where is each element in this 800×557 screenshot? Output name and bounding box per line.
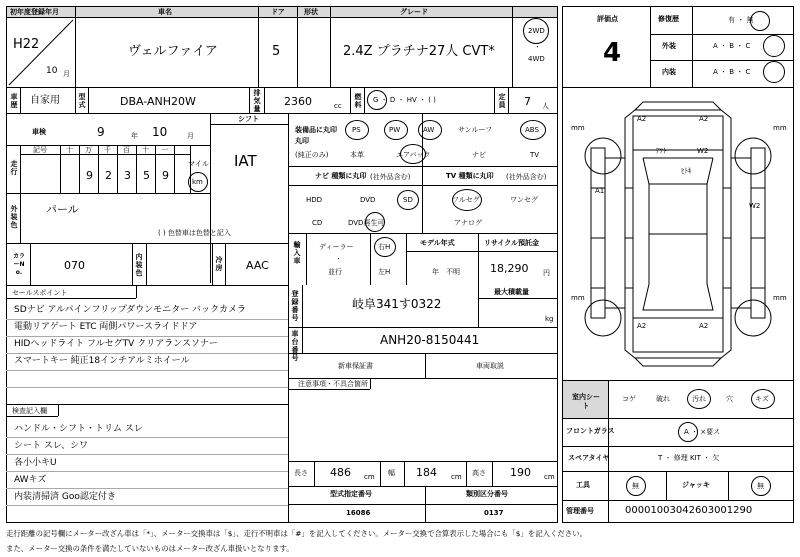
mile-option: マイル xyxy=(188,160,209,168)
diagram-label: A2 xyxy=(637,115,647,123)
equipment-label: 装備品に丸印 xyxy=(295,126,337,134)
navi-label: ナビ 種類に丸印 xyxy=(315,172,367,180)
left-hand: 左H xyxy=(378,268,391,276)
displacement-value: 2360 xyxy=(284,95,312,108)
cc-unit: cc xyxy=(334,102,342,110)
windshield-label: フロントガラス xyxy=(566,427,615,435)
first-reg-era: H22 xyxy=(13,37,40,52)
diagram-label: W2 xyxy=(697,147,709,155)
import-parallel: 並行 xyxy=(328,268,342,276)
shift-value: IAT xyxy=(234,152,257,170)
sales-label: セールスポイント xyxy=(12,289,68,297)
repair-label: 修復歴 xyxy=(658,15,679,23)
width-label: 幅 xyxy=(388,469,395,477)
diagram-label: A1 xyxy=(595,187,605,195)
diagram-label: ﾋﾄｷ xyxy=(681,167,692,175)
first-reg-month: 10 xyxy=(46,66,58,76)
footer-line-1: 走行距離の記号欄にメーター改ざん車は「*」、メーター交換車は「$」、走行不明車は「#」を記入してください。メーター交換で合算表示した場合にも「$」を記入ください。 xyxy=(6,529,587,538)
yen-unit: 円 xyxy=(543,269,550,277)
class-label: 類別区分番号 xyxy=(466,490,508,498)
tools-label: 工具 xyxy=(576,481,590,489)
diagram-label: A2 xyxy=(637,322,647,330)
shift-label: シフト xyxy=(238,115,259,123)
manual-label: 車両取説 xyxy=(476,362,504,370)
diagram-label: A2 xyxy=(699,322,709,330)
left-form-frame xyxy=(6,6,558,523)
grade-label: グレード xyxy=(400,8,428,16)
import-label: 輸入車 xyxy=(293,241,301,265)
score-label: 評価点 xyxy=(597,15,618,23)
grade-value: 2.4Z プラチナ27人 CVT* xyxy=(343,44,495,59)
car-damage-diagram xyxy=(563,88,793,380)
inspection-year-unit: 年 xyxy=(131,132,138,140)
shape-label: 形状 xyxy=(304,8,318,16)
right-hand: 右H xyxy=(378,243,391,251)
mgmt-value: 00001003042603001290 xyxy=(625,505,753,516)
color-note: ( ) 色替車は色替と記入 xyxy=(158,229,231,237)
tv-sub: (社外品含む) xyxy=(506,173,547,181)
capacity-unit: 人 xyxy=(542,102,549,110)
sales-line: 電動リアゲート ETC 両側パワースライドドア xyxy=(14,322,198,332)
model-value: DBA-ANH20W xyxy=(120,95,196,108)
spare-options: T ・ 修理 KIT ・ 欠 xyxy=(658,454,720,462)
mileage-digit: 3 xyxy=(124,169,131,182)
interior-label: 内装 xyxy=(662,68,676,76)
mileage-label: 走行 xyxy=(10,160,18,176)
color-no-value: 070 xyxy=(64,259,85,272)
exterior-label: 外装 xyxy=(662,42,676,50)
class-value: 0137 xyxy=(484,509,504,517)
equipment-sub: (純正のみ) xyxy=(295,151,329,159)
inspector-line: 内装清掃済 Goo認定付き xyxy=(14,492,116,502)
car-name: ヴェルファイア xyxy=(128,44,218,59)
jack-label: ジャッキ xyxy=(682,481,710,489)
ac-label: 冷房 xyxy=(215,256,223,272)
fuel-options: G ・ D ・ HV ・ ( ) xyxy=(373,96,436,104)
footer-line-2: また、メーター交換の条件を満たしていないものはメーター改ざん車扱いとなります。 xyxy=(6,544,294,553)
mileage-digit: 2 xyxy=(105,169,112,182)
inspector-line: AWキズ xyxy=(14,475,47,485)
svg-text:mm: mm xyxy=(571,294,585,302)
door-label: ドア xyxy=(271,8,285,16)
name-label: 車名 xyxy=(158,8,172,16)
svg-text:mm: mm xyxy=(773,124,787,132)
km-option: km xyxy=(192,178,203,186)
mileage-digit: 9 xyxy=(86,169,93,182)
jack-none: 無 xyxy=(757,482,764,490)
width-value: 184 xyxy=(416,466,437,479)
length-value: 486 xyxy=(330,466,351,479)
warranty-label: 新車保証書 xyxy=(338,362,373,370)
height-value: 190 xyxy=(510,466,531,479)
displacement-label: 排気量 xyxy=(253,89,261,113)
windshield-options: A ・ ×要ス xyxy=(684,428,721,436)
length-label: 長さ xyxy=(294,469,308,477)
color-value: パール xyxy=(46,203,79,216)
type-cert-value: 16086 xyxy=(346,509,371,517)
usage-label: 車歴 xyxy=(10,93,18,109)
score-value: 4 xyxy=(603,38,622,68)
capacity-value: 7 xyxy=(524,95,531,108)
notes-label: 注意事項・不具合箇所 xyxy=(298,380,368,388)
repair-options: 有 ・ 無 xyxy=(728,16,754,24)
inspection-month: 10 xyxy=(152,125,168,139)
color-no-label: カラーNo. xyxy=(12,253,25,276)
diagram-label: W2 xyxy=(749,202,761,210)
seat-label: 室内シート xyxy=(572,393,600,410)
inspection-label: 車検 xyxy=(32,128,46,136)
interior-color-label: 内装色 xyxy=(135,253,143,277)
first-reg-month-unit: 月 xyxy=(63,70,70,78)
svg-text:mm: mm xyxy=(773,294,787,302)
exterior-options: A ・ B ・ C xyxy=(713,42,751,50)
color-label: 外装色 xyxy=(10,205,18,229)
ac-value: AAC xyxy=(246,259,269,272)
mileage-digit: 9 xyxy=(162,169,169,182)
mileage-sym-head: 記号 xyxy=(33,146,47,154)
model-year-label: モデル年式 xyxy=(420,239,455,247)
model-year-value: 年 不明 xyxy=(432,268,460,276)
door-value: 5 xyxy=(272,44,281,59)
mgmt-label: 管理番号 xyxy=(566,507,594,515)
inspection-year: 9 xyxy=(97,125,105,139)
capacity-label: 定員 xyxy=(498,93,506,109)
inspector-line: 各小小キU xyxy=(14,458,57,468)
kg-unit: kg xyxy=(545,315,554,323)
inspector-label: 検査記入欄 xyxy=(12,407,47,415)
diagram-label: A2 xyxy=(699,115,709,123)
first-reg-label: 初年度登録年月 xyxy=(10,8,59,16)
tv-label: TV 種類に丸印 xyxy=(446,172,494,180)
inspector-line: ハンドル・シフト・トリム スレ xyxy=(14,424,143,434)
recycle-value: 18,290 xyxy=(490,262,529,275)
registration-value: 岐阜341す0322 xyxy=(352,297,442,311)
fuel-label: 燃料 xyxy=(354,93,362,109)
navi-sub: (社外品含む) xyxy=(370,173,411,181)
recycle-label: リサイクル預託金 xyxy=(484,239,540,247)
chassis-value: ANH20-8150441 xyxy=(380,333,480,347)
type-cert-label: 型式指定番号 xyxy=(330,490,372,498)
tools-none: 無 xyxy=(632,482,639,490)
diagram-label: ｱﾌﾄ xyxy=(656,147,667,155)
max-load-label: 最大積載量 xyxy=(494,288,529,296)
spare-label: スペアタイヤ xyxy=(568,454,610,462)
height-label: 高さ xyxy=(472,469,486,477)
sales-line: スマートキー 純正18インチアルミホイール xyxy=(14,356,190,366)
interior-options: A ・ B ・ C xyxy=(713,68,751,76)
usage-value: 自家用 xyxy=(30,95,60,106)
drive-4wd: 4WD xyxy=(528,55,545,63)
inspection-month-unit: 月 xyxy=(187,132,194,140)
sales-line: HIDヘッドライト フルセグTV クリアランスソナー xyxy=(14,339,218,349)
svg-text:mm: mm xyxy=(571,124,585,132)
chassis-label: 車台番号 xyxy=(291,330,299,362)
sales-line: SDナビ アルパインフリップダウンモニター バックカメラ xyxy=(14,305,247,315)
import-dealer: ディーラー xyxy=(319,243,354,251)
inspector-line: シート スレ、シワ xyxy=(14,441,89,451)
registration-label: 登録番号 xyxy=(291,290,299,322)
mileage-digit: 5 xyxy=(143,169,150,182)
model-label: 型式 xyxy=(78,93,86,109)
drive-2wd: 2WD xyxy=(528,27,545,35)
